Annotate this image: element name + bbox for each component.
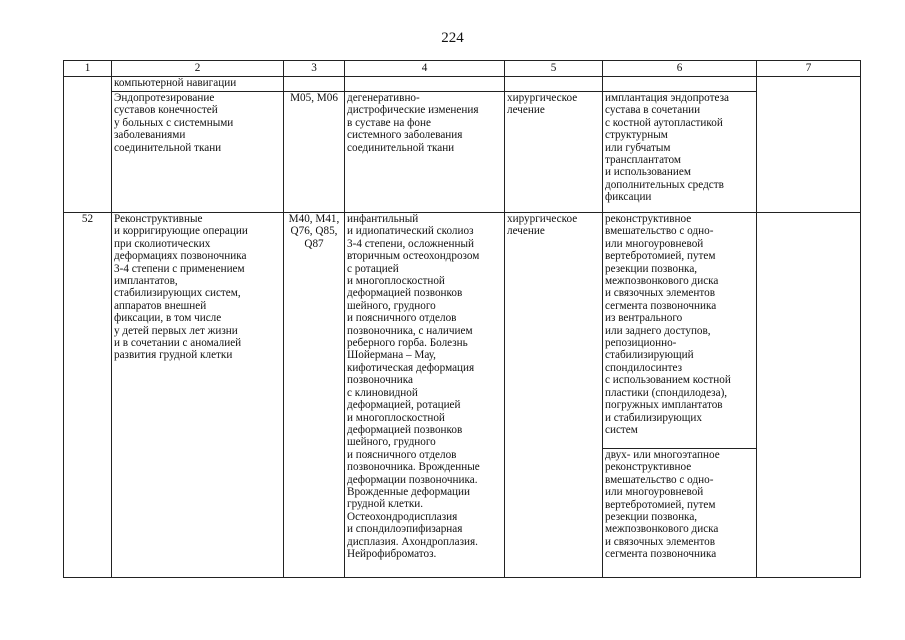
- cell-diagnosis: дегенеративно- дистрофические изменения в суставе на фоне системного заболевания соединительной ткани: [345, 92, 505, 213]
- header-col-2: 2: [112, 61, 284, 77]
- cell-codes: [284, 77, 345, 92]
- cell-cost: [757, 213, 861, 578]
- header-col-4: 4: [345, 61, 505, 77]
- table-row: [64, 213, 861, 449]
- table-row: [64, 92, 861, 213]
- cell-number: [64, 92, 112, 213]
- procedures-table: [63, 60, 861, 578]
- cell-procedure: Реконструктивные и корригирующие операции при сколиотических деформациях позвоночника 3-4 степени с применением имплантатов, стабилизирующих систем, аппаратов внешней фиксации, в том числе у детей первых лет жизни и в сочетании с аномалией развития грудной клетки: [112, 213, 284, 578]
- cell-procedure: Эндопротезирование суставов конечностей у больных с системными заболеваниями соединительной ткани: [112, 92, 284, 213]
- cell-procedure: компьютерной навигации: [112, 77, 284, 92]
- cell-treatment: [505, 77, 603, 92]
- cell-cost: [757, 77, 861, 92]
- cell-diagnosis: [345, 77, 505, 92]
- cell-number: [64, 77, 112, 92]
- header-col-1: 1: [64, 61, 112, 77]
- cell-treatment: хирургическое лечение: [505, 92, 603, 213]
- cell-method: имплантация эндопротеза сустава в сочетании с костной аутопластикой структурным или губчатым трансплантатом и использованием дополнительных средств фиксации: [603, 92, 757, 213]
- header-col-6: 6: [603, 61, 757, 77]
- cell-diagnosis: инфантильный и идиопатический сколиоз 3-4 степени, осложненный вторичным остеохондрозом с ротацией и многоплоскостной деформацией позвонков шейного, грудного и поясничного отделов позвоночника, с наличием реберного горба. Болезнь Шойермана – Мау, кифотическая деформация позвоночника с клиновидной деформацией, ротацией и многоплоскостной деформацией позвонков шейного, грудного и поясничного отделов позвоночника. Врожденные деформации позвоночника. Врожденные деформации грудной клетки. Остеохондродисплазия и спондилоэпифизарная дисплазия. Ахондроплазия. Нейрофиброматоз.: [345, 213, 505, 578]
- page-number: 224: [441, 30, 464, 46]
- cell-codes: M40, M41, Q76, Q85, Q87: [284, 213, 345, 578]
- cell-treatment: хирургическое лечение: [505, 213, 603, 578]
- header-row: [64, 61, 861, 77]
- header-col-3: 3: [284, 61, 345, 77]
- cell-method: двух- или многоэтапное реконструктивное вмешательство с одно- или многоуровневой вертебротомией, путем резекции позвонка, межпозвонкового диска и связочных элементов сегмента позвоночника: [603, 449, 757, 578]
- cell-codes: M05, M06: [284, 92, 345, 213]
- cell-method: [603, 77, 757, 92]
- cell-number: 52: [64, 213, 112, 578]
- cell-method: реконструктивное вмешательство с одно- или многоуровневой вертебротомией, путем резекции позвонка, межпозвонкового диска и связочных элементов сегмента позвоночника из вентрального или заднего доступов, репозиционно- стабилизирующий спондилосинтез с использованием костной пластики (спондилодеза), погружных имплантатов и стабилизирующих систем: [603, 213, 757, 449]
- header-col-7: 7: [757, 61, 861, 77]
- cell-cost: [757, 92, 861, 213]
- header-col-5: 5: [505, 61, 603, 77]
- table-row: [64, 77, 861, 92]
